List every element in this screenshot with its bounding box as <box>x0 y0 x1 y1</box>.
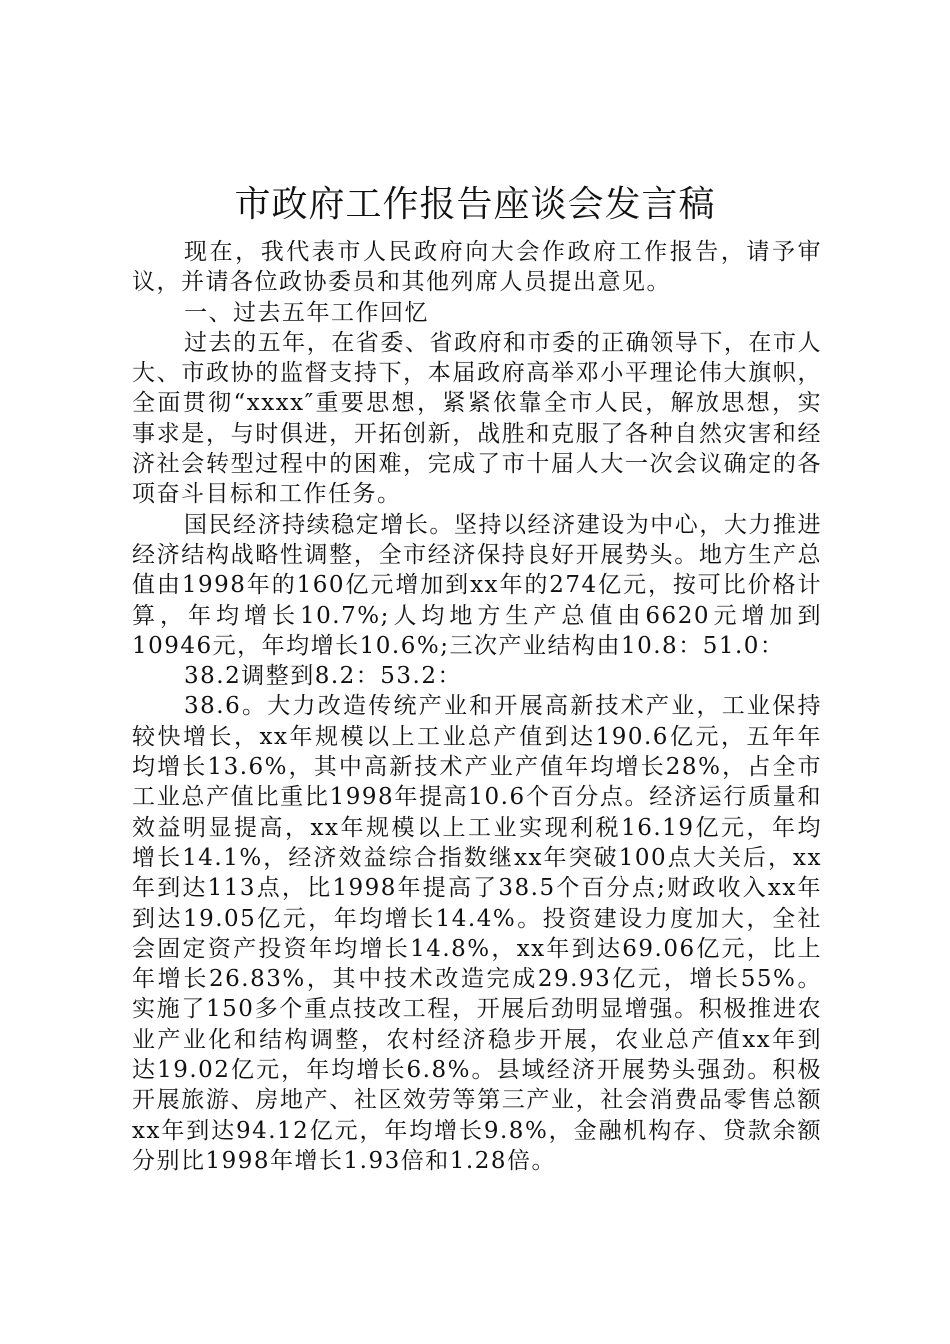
paragraph-economy: 国民经济持续稳定增长。坚持以经济建设为中心，大力推进经济结构战略性调整，全市经济保持良好开展势头。地方生产总值由1998年的160亿元增加到xx年的274亿元，按可比价格计算，年均增长10.7%;人均地方生产总值由6620元增加到10946元，年均增长10.6%;三次产业结构由10.8：51.0： <box>132 511 822 659</box>
document-body <box>132 237 822 1176</box>
paragraph-industry: 38.6。大力改造传统产业和开展高新技术产业，工业保持较快增长，xx年规模以上工业总产值到达190.6亿元，五年年均增长13.6%，其中高新技术产业产值年均增长28%，占全市工业总产值比重比1998年提高10.6个百分点。经济运行质量和效益明显提高，xx年规模以上工业实现利税16.19亿元，年均增长14.1%，经济效益综合指数继xx年突破100点大关后，xx年到达113点，比1998年提高了38.5个百分点;财政收入xx年到达19.05亿元，年均增长14.4%。投资建设力度加大，全社会固定资产投资年均增长14.8%，xx年到达69.06亿元，比上年增长26.83%，其中技术改造完成29.93亿元，增长55%。实施了150多个重点技改工程，开展后劲明显增强。积极推进农业产业化和结构调整，农村经济稳步开展，农业总产值xx年到达19.02亿元，年均增长6.8%。县域经济开展势头强劲。积极开展旅游、房地产、社区效劳等第三产业，社会消费品零售总额xx年到达94.12亿元，年均增长9.8%，金融机构存、贷款余额分别比1998年增长1.93倍和1.28倍。 <box>132 693 822 1174</box>
document-title: 市政府工作报告座谈会发言稿 <box>234 184 716 225</box>
paragraph-intro: 现在，我代表市人民政府向大会作政府工作报告，请予审议，并请各位政协委员和其他列席人员提出意见。 <box>132 239 822 296</box>
section-heading: 一、过去五年工作回忆 <box>184 299 429 326</box>
paragraph-structure-ratio: 38.2调整到8.2：53.2： <box>184 663 462 690</box>
paragraph-review: 过去的五年，在省委、省政府和市委的正确领导下，在市人大、市政协的监督支持下，本届政府高举邓小平理论伟大旗帜，全面贯彻“xxxx″重要思想，紧紧依靠全市人民，解放思想，实事求是，与时俱进，开拓创新，战胜和克服了各种自然灾害和经济社会转型过程中的困难，完成了市十届人大一次会议确定的各项奋斗目标和工作任务。 <box>132 329 822 508</box>
